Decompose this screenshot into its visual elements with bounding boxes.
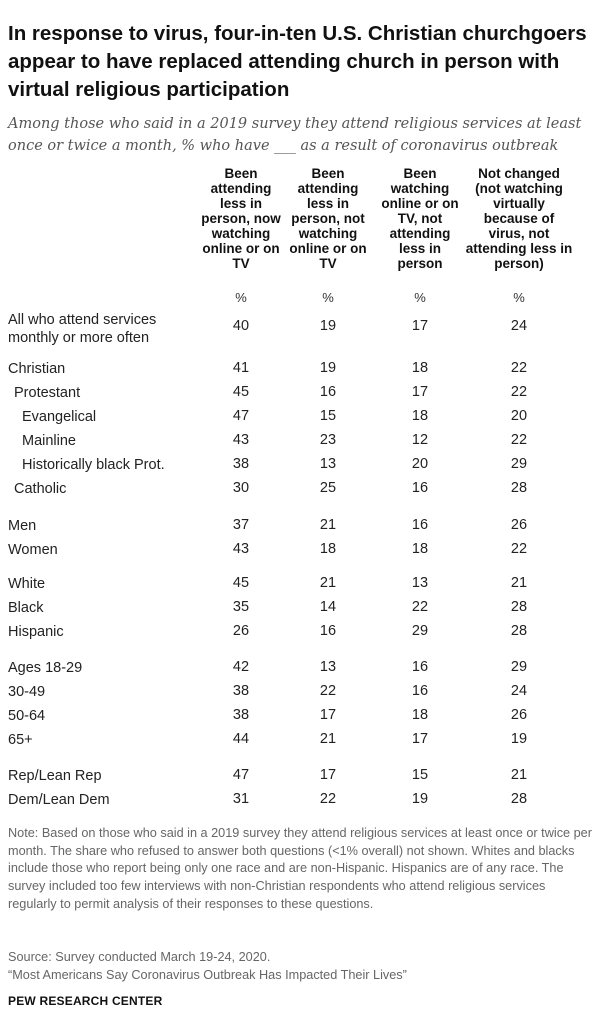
row-label: Dem/Lean Dem (8, 792, 110, 808)
table-cell: 19 (319, 360, 337, 376)
table-cell: 45 (232, 384, 250, 400)
table-cell: 21 (319, 575, 337, 591)
table-cell: 26 (510, 707, 528, 723)
table-cell: 22 (319, 791, 337, 807)
table-cell: 16 (411, 659, 429, 675)
column-header-line: TV (319, 256, 337, 271)
row-label: Ages 18-29 (8, 660, 83, 676)
column-header-line: attending (389, 226, 451, 241)
table-cell: 18 (411, 360, 429, 376)
column-header-line: virus, not (488, 226, 550, 241)
column-header-2 (282, 166, 374, 271)
table-cell: 17 (319, 767, 337, 783)
note-text: Note: Based on those who said in a 2019 survey they attend religious services at least once or twice per month. The share who refused to answer both questions (<1% overall) not shown. Whites and blacks include those who report being only one race and are non-Hispanic. Hispanics are of any race. The survey included too few interviews with non-Christian respondents who attend religious services regularly to permit analysis of their responses to these questions. (8, 826, 592, 911)
row-label: Historically black Prot. (22, 457, 165, 473)
table-cell: 25 (319, 480, 337, 496)
column-header-line: watching (298, 226, 358, 241)
column-header-line: attending less in (465, 241, 573, 256)
table-cell: 29 (510, 659, 528, 675)
table-cell: 17 (411, 318, 429, 334)
column-header-line: online or on (202, 241, 280, 256)
table-cell: 30 (232, 480, 250, 496)
table-cell: 16 (411, 480, 429, 496)
column-header-line: because of (483, 211, 555, 226)
table-cell: 19 (319, 318, 337, 334)
report-title: “Most Americans Say Coronavirus Outbreak Has Impacted Their Lives” (8, 968, 407, 982)
table-cell: 47 (232, 408, 250, 424)
column-header-line: less in (306, 196, 350, 211)
table-cell: 29 (510, 456, 528, 472)
column-header-line: person, now (201, 211, 281, 226)
table-cell: 28 (510, 480, 528, 496)
table-cell: 28 (510, 791, 528, 807)
column-header-line: watching (211, 226, 271, 241)
row-label: Christian (8, 361, 66, 377)
table-cell: 23 (319, 432, 337, 448)
table-cell: 24 (510, 683, 528, 699)
table-cell: 28 (510, 623, 528, 639)
table-cell: 17 (411, 731, 429, 747)
row-label: 65+ (8, 732, 33, 748)
table-cell: 22 (510, 384, 528, 400)
table-cell: 14 (319, 599, 337, 615)
table-cell: 19 (411, 791, 429, 807)
column-header-line: Been (403, 166, 437, 181)
table-cell: 16 (319, 384, 337, 400)
table-cell: 38 (232, 456, 250, 472)
table-cell: 21 (510, 767, 528, 783)
row-label: Mainline (22, 433, 76, 449)
table-cell: 47 (232, 767, 250, 783)
column-header-4 (464, 166, 574, 271)
row-label: 50-64 (8, 708, 46, 724)
column-header-line: Not changed (478, 166, 560, 181)
row-label: White (8, 576, 46, 592)
column-header-line: person) (494, 256, 544, 271)
table-cell: 17 (319, 707, 337, 723)
column-header-line: less in (219, 196, 263, 211)
column-header-line: TV, not (397, 211, 443, 226)
table-cell: 21 (319, 731, 337, 747)
row-label: Evangelical (22, 409, 97, 425)
table-cell: 22 (411, 599, 429, 615)
table-cell: 28 (510, 599, 528, 615)
row-label: 30-49 (8, 684, 46, 700)
column-header-line: person (397, 256, 443, 271)
column-header-line: attending (210, 181, 272, 196)
column-unit: % (414, 290, 426, 305)
table-cell: 12 (411, 432, 429, 448)
table-cell: 42 (232, 659, 250, 675)
column-header-line: watching (390, 181, 450, 196)
table-cell: 31 (232, 791, 250, 807)
table-cell: 43 (232, 432, 250, 448)
column-header-line: Been (224, 166, 258, 181)
row-label: Catholic (14, 481, 67, 497)
row-label: Hispanic (8, 624, 64, 640)
table-cell: 22 (319, 683, 337, 699)
column-unit: % (513, 290, 525, 305)
table-cell: 41 (232, 360, 250, 376)
pew-logo: PEW RESEARCH CENTER (8, 994, 163, 1008)
table-cell: 45 (232, 575, 250, 591)
table-cell: 40 (232, 318, 250, 334)
table-cell: 13 (411, 575, 429, 591)
table-cell: 16 (319, 623, 337, 639)
row-label: Black (8, 600, 44, 616)
table-cell: 24 (510, 318, 528, 334)
table-cell: 22 (510, 541, 528, 557)
column-header-3 (374, 166, 466, 271)
table-cell: 43 (232, 541, 250, 557)
row-label: Men (8, 518, 37, 534)
row-label: Protestant (14, 385, 81, 401)
table-cell: 35 (232, 599, 250, 615)
subtitle-text: Among those who said in a 2019 survey they attend religious services at least once or twice a month, % who have ___ as a result of coronavirus outbreak (8, 116, 582, 154)
table-cell: 15 (411, 767, 429, 783)
table-cell: 29 (411, 623, 429, 639)
column-header-line: attending (297, 181, 359, 196)
chart-title: In response to virus, four-in-ten U.S. Christian churchgoers appear to have replaced attending church in person with virtual religious participation (8, 22, 587, 101)
table-cell: 22 (510, 360, 528, 376)
column-unit: % (235, 290, 247, 305)
column-header-line: online or on (381, 196, 459, 211)
table-cell: 18 (319, 541, 337, 557)
column-header-line: TV (232, 256, 250, 271)
table-cell: 17 (411, 384, 429, 400)
table-cell: 16 (411, 683, 429, 699)
table-cell: 21 (510, 575, 528, 591)
table-cell: 38 (232, 683, 250, 699)
column-header-line: (not watching (475, 181, 563, 196)
column-header-line: online or on (289, 241, 367, 256)
table-cell: 13 (319, 456, 337, 472)
table-cell: 18 (411, 541, 429, 557)
source-text: Source: Survey conducted March 19-24, 2020. (8, 950, 271, 964)
table-cell: 26 (510, 517, 528, 533)
table-cell: 38 (232, 707, 250, 723)
table-cell: 26 (232, 623, 250, 639)
table-cell: 15 (319, 408, 337, 424)
table-cell: 18 (411, 707, 429, 723)
table-cell: 44 (232, 731, 250, 747)
table-cell: 19 (510, 731, 528, 747)
table-cell: 20 (411, 456, 429, 472)
row-label: All who attend services monthly or more often (8, 312, 157, 346)
table-cell: 22 (510, 432, 528, 448)
table-cell: 20 (510, 408, 528, 424)
chart-subtitle (8, 113, 593, 157)
table-cell: 13 (319, 659, 337, 675)
table-cell: 21 (319, 517, 337, 533)
column-header-line: less in (398, 241, 442, 256)
table-cell: 18 (411, 408, 429, 424)
column-header-line: Been (311, 166, 345, 181)
column-header-1 (195, 166, 287, 271)
column-header-line: virtually (493, 196, 545, 211)
column-header-line: person, not (291, 211, 365, 226)
column-unit: % (322, 290, 334, 305)
row-label: Rep/Lean Rep (8, 768, 102, 784)
row-label: Women (8, 542, 58, 558)
table-cell: 16 (411, 517, 429, 533)
table-cell: 37 (232, 517, 250, 533)
